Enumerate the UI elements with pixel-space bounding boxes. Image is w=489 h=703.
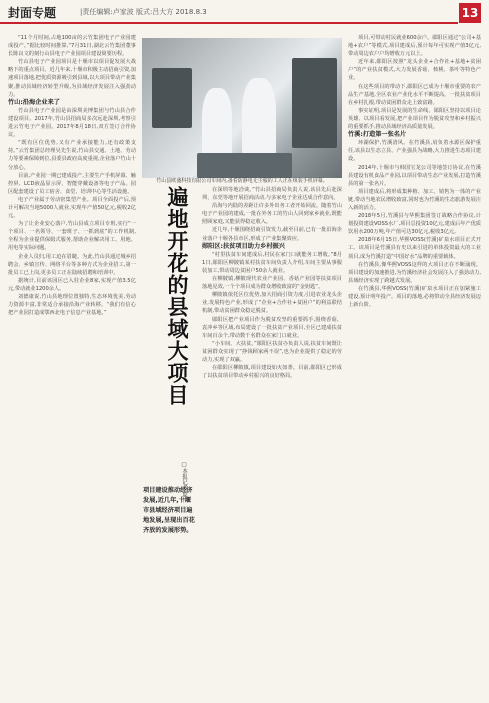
subheading: 竹溪:打造第一张名片 — [348, 131, 407, 139]
paragraph: 为了让企业安心落户,竹山县成立项目专班,实行“一个项目、一名领导、一套班子、一抓到底”的工作机制,全程为企业提供保姆式服务,帮助企业解决用工、用地、用电等实际问题。 — [8, 221, 136, 252]
paragraph: 在郧阳区柳陂镇,项目建设如火如荼。目前,郧阳区已形成了以扶贫项目带动乡村振兴的良好格局。 — [202, 365, 342, 380]
article-byline: □本报记者 夏伟 — [181, 462, 187, 503]
paragraph: 近年来,郧阳区按照“龙头企业+合作社+基地+贫困户”的产业扶贫模式,大力发展香菇、核桃、茶叶等特色产业。 — [348, 59, 481, 82]
paragraph: 刘德康说,竹山县地理位置独特,生态环境优美,劳动力资源丰富,非常适合承接沿海产业转移。“我们有信心把产业园打造成鄂西北电子信息产业基地。” — [8, 294, 136, 317]
paragraph: 企业人员归,用工迫在眉睫。为此,竹山县通过城乡招聘会、乡镇宣传、网络平台等多种方式为企业招工,第一批员工已上岗,更多员工正在陆续招聘和培训中。 — [8, 253, 136, 276]
paragraph: 郧阳区把产业项目作为脱贫攻坚的重要抓手,围绕香菇、袁冲乡等区域,布局建设了一批扶贫产业项目,全区已建成扶贫车间百余个,带动数千名群众在家门口就业。 — [202, 316, 342, 339]
paragraph: 柳陂镇依托区位优势,加大招商引资力度,引进农业龙头企业,发展特色产业,形成了“企业+合作社+贫困户”的利益联结机制,带动贫困群众稳定脱贫。 — [202, 292, 342, 315]
section-title: 封面专题 — [8, 6, 57, 20]
subheading: 郧阳区:扶贫项目助力乡村振兴 — [202, 242, 285, 250]
article-title: 遍地开花的县域大项目 — [165, 186, 190, 406]
subheading: 竹山:沿海企业来了 — [8, 98, 60, 106]
paragraph: 在竹溪县,像华熙VOSS这样的大项目正在不断涌现。项目建设的加速推进,为竹溪经济社会发展注入了强劲动力,县域经济实现了跨越式发展。 — [348, 261, 481, 284]
editor-meta: |责任编辑:卢家波 版式:吕大方 2018.8.3 — [80, 8, 207, 16]
paragraph: “小车间、大扶贫。”郧阳区扶贫办负责人说,扶贫车间既让贫困群众实现了“挣钱顾家两不误”,也为企业提供了稳定的劳动力,实现了双赢。 — [202, 340, 342, 363]
photo-caption: 竹山县欧盛科技有限公司车间内,备着防静电无尘服的工人正在组装手机屏幕。 — [156, 178, 328, 184]
paragraph: 近几年,十堰围绕招商引资发力,截至目前,已有一批沿海企业落户十堰各县市区,形成了产业集聚效应。 — [202, 227, 342, 242]
paragraph: 在深圳等地洽谈。”竹山县招商局负责人说,该县先后赴深圳、东莞等地开展招商活动,与多家电子企业达成合作意向。 — [202, 187, 342, 202]
paragraph: 项目建成后,将形成集种植、加工、销售为一体的产业链,带动当地农民增收致富,同时也为竹溪的生态旅游发展注入新的活力。 — [348, 188, 481, 211]
paragraph: 竹山县电子产业园是由深圳美博集团与竹山县合作建设项目。2017年,竹山县招商局多次远赴深圳,考察引进云竹电子产业园。2017年8月18日,双方签订合作协议。 — [8, 107, 136, 139]
paragraph: 电子产业属于劳动密集型产业。项目全面投产后,预计可解决当地5000人就业,实现年产值50亿元,税收2亿元。 — [8, 196, 136, 220]
paragraph: 目前,产业园一期已建成投产,主要生产手机屏幕、触控屏、LCD液晶显示屏、智能穿戴设备等电子产品。园区配套建设了员工宿舍、食堂、培训中心等生活设施。 — [8, 172, 136, 195]
paragraph: 在竹溪县,华熙VOSS(竹溪)矿泉水项目正在加紧施工建设,预计明年投产。项目的落地,必将带动全县经济发展迈上新台阶。 — [348, 285, 481, 309]
paragraph: 2014年,十堰市与韩国宝龙公司等地签订协议,在竹溪县建设有机食品产业园,以项目带动生态产业发展,打造竹溪县的第一张名片。 — [348, 164, 481, 187]
page-header — [0, 0, 489, 26]
paragraph: “村里扶贫车间建成后,村民在家门口就能务工增收。”8月1日,郧阳区柳陂镇某村扶贫车间负责人介绍,车间主要从事服装加工,带动周边贫困户50余人就业。 — [202, 251, 342, 274]
article-column-3 — [348, 34, 481, 698]
paragraph: 2018年6月15日,华熙VOSS(竹溪)矿泉水项目正式开工。该项目是竹溪县有史以来引进的单体投资最大的工业项目,成为竹溪打造“中国好水”品牌的重要载体。 — [348, 237, 481, 260]
article-deck: 项目建设推动经济发展,近几年,十堰市县域经济项目遍地发展,呈现出百花齐放的发展形势。 — [143, 487, 195, 534]
paragraph: 项目,可带动村民就业600余户。郧阳区通过“公司+基地+农户”等模式,项目建成后,预计每年可实现产值3亿元,带动周边农户户均增收万元以上。 — [348, 35, 481, 58]
factory-photo — [142, 38, 342, 178]
paragraph: “11个月时间,占地100亩的云竹集团电子产业园建成投产。”据比较时间推算,“7月31日,湖北云竹集团董事长陈良文的刻行山县电子产业园项目建设简要历程。 — [8, 35, 136, 58]
paragraph: “既有区位优势,又有产业承接能力,还有政策支持。”云竹集团总经理吴先生说,竹山县交通、土地、劳动力等要素保障到位,县委县政府高度重视,企业落户竹山十分放心。 — [8, 140, 136, 171]
paragraph: 事实证明,项目是发展的生命线。郧阳区坚持以项目论英雄、以项目看发展,把产业项目作为脱贫攻坚和乡村振兴的重要抓手,推动县域经济高质量发展。 — [348, 107, 481, 131]
paragraph: 沿海与内陆的差距让许多外出务工者开始回流。随着竹山电子产业园的建成,一批在外务工的竹山人回到家乡就业,既能照顾家庭,又能获得稳定收入。 — [202, 203, 342, 226]
page-number: 13 — [459, 3, 481, 23]
paragraph: 环湖保护,竹溪清风。在竹溪县,肩负着水源区保护重任,该县以生态立县、产业强县为战略,大力推进生态项目建设。 — [348, 140, 481, 163]
paragraph: 在这些项目的带动下,郧阳区已成为十堰市重要的农产品生产基地,全区农业产业化水平不断提高。一批扶贫项目在乡村扎根,带动贫困群众走上致富路。 — [348, 83, 481, 106]
paragraph: 据统计,目前该园区已入驻企业8家,实现产值3.5亿元,带动就业1200余人。 — [8, 277, 136, 292]
article-column-2 — [202, 186, 342, 698]
header-rule — [0, 22, 458, 24]
paragraph: 2018年5月,竹溪县与华熙集团签订战略合作协议,计划投资建设VOSS水厂,项目总投资10亿元,建成后年产优质饮用水200万吨,年产值可达30亿元,税收3亿元。 — [348, 213, 481, 236]
article-column-1 — [8, 34, 136, 698]
paragraph: 竹山县电子产业园项目是十堰市以项目促发展大战略下的重点项目。近几年来,十堰市积极主动招商引资,加速项目落地,把优质资源吸引到县域,以大项目带动产业集聚,推动县域经济转型升级,为县域经济发展注入强劲动力。 — [8, 59, 136, 98]
paragraph: 在柳陂镇,柳陂现代农业产业园、香菇产业园等扶贫项目落地见效,一个个项目成为群众增收致富的“金钥匙”。 — [202, 276, 342, 291]
